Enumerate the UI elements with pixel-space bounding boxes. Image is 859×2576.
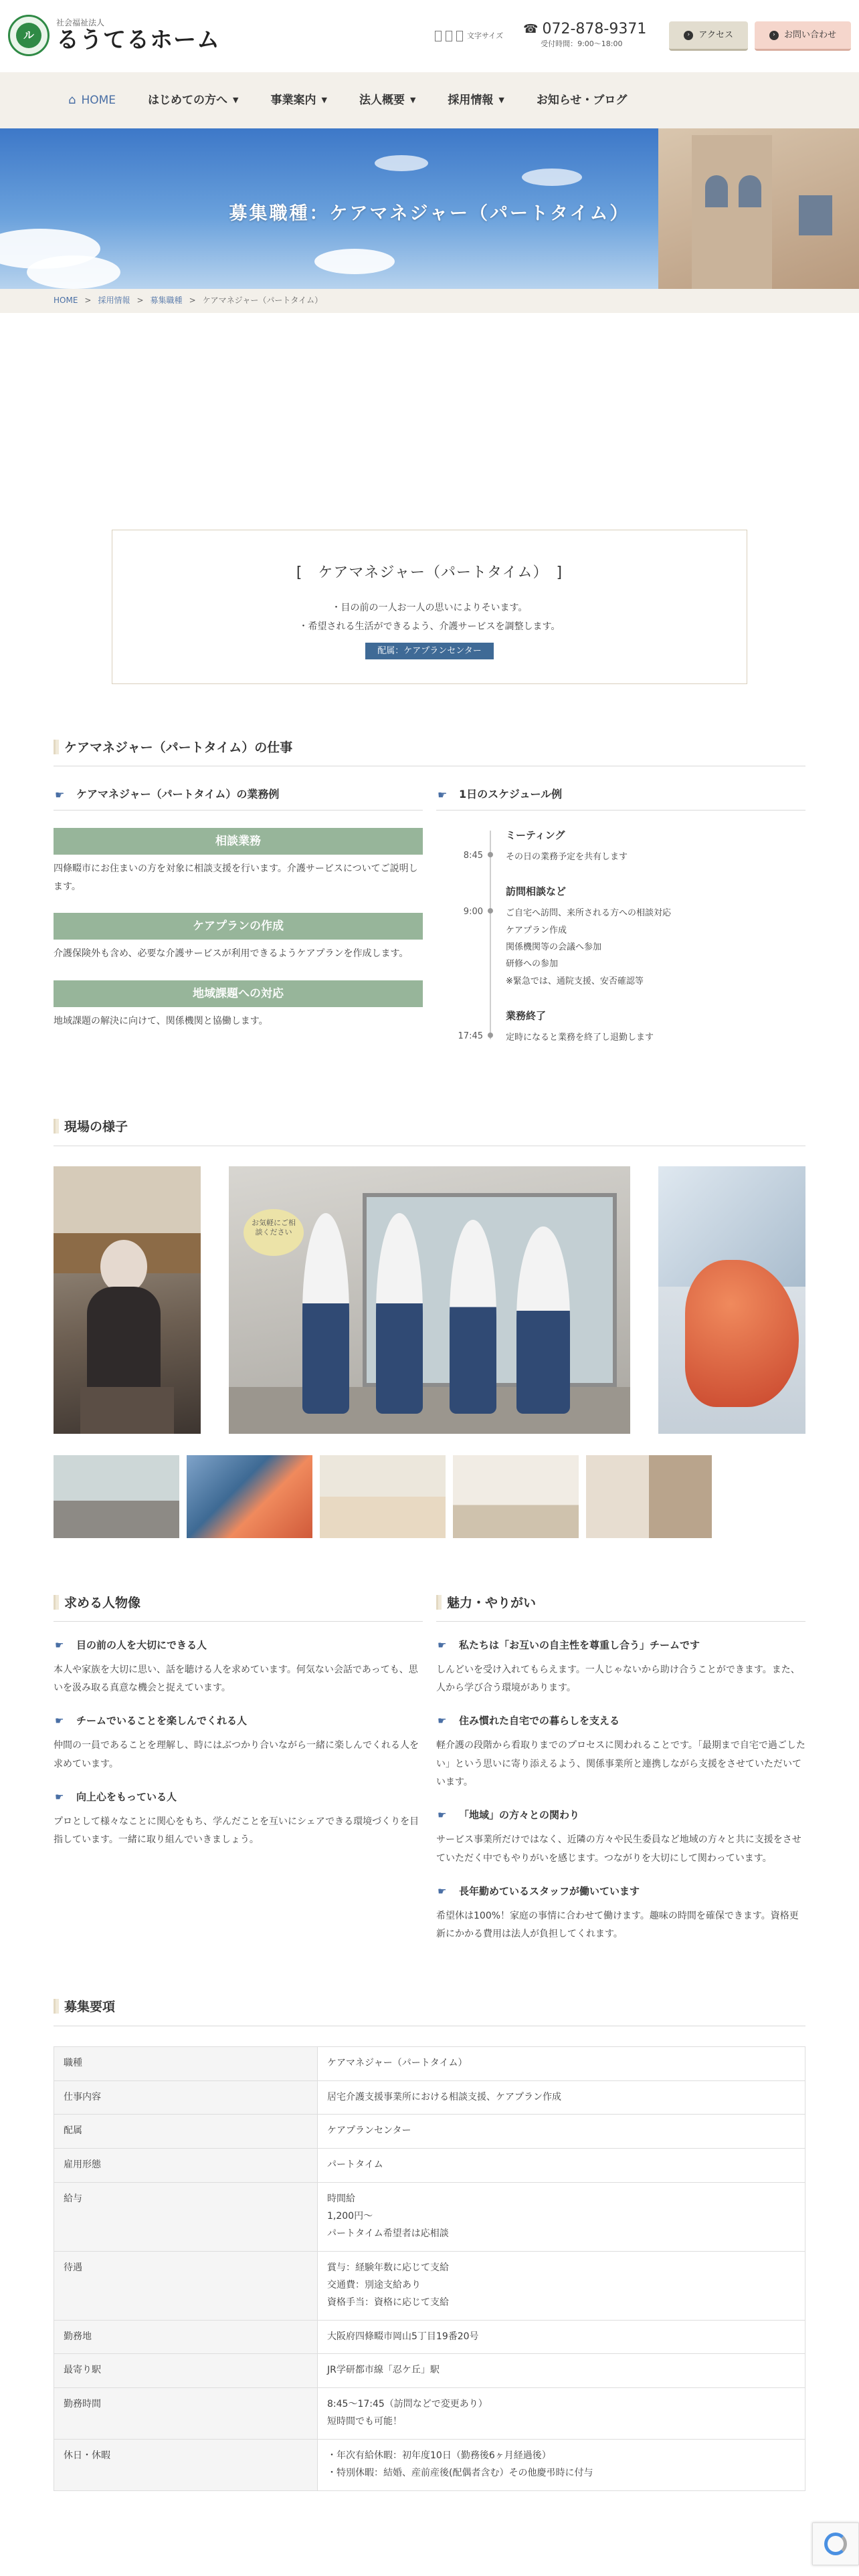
font-small-icon[interactable] <box>435 31 442 41</box>
breadcrumb: HOME > 採用情報 > 募集職種 > ケアマネジャー（パートタイム） <box>0 289 859 313</box>
candidate-trait-title: ☛ チームでいることを楽しんでくれる人 <box>54 1712 423 1730</box>
sign-board: お気軽にご相談ください <box>244 1209 304 1256</box>
table-row: 仕事内容 居宅介護支援事業所における相談支援、ケアプラン作成 <box>54 2080 805 2115</box>
duty-text: 地域課題の解決に向けて、関係機関と協働します。 <box>54 1015 268 1027</box>
job-intro-title: [ ケアマネジャー（パートタイム） ] <box>296 564 563 581</box>
photo-thumbnails <box>54 1455 805 1538</box>
candidate-trait-text: 仲間の一員であることを理解し、時にはぶつかり合いながら一緒に楽しんでくれる人を求めています。 <box>54 1740 419 1769</box>
cloud-shape <box>314 249 395 274</box>
font-large-icon[interactable] <box>456 31 463 41</box>
thumbnail-dinosaur[interactable] <box>187 1455 312 1538</box>
nav-item-home[interactable]: ⌂ HOME <box>68 90 116 111</box>
page-title: 募集職種：ケアマネジャー（パートタイム） <box>229 203 630 224</box>
schedule-title: 業務終了 <box>506 1010 547 1023</box>
breadcrumb-jobs[interactable]: 募集職種 <box>150 296 183 306</box>
pointing-hand-icon: ☛ <box>438 1809 447 1822</box>
schedule-item: 9:00 訪問相談など ご自宅へ訪問、来所される方への相談対応 ケアプラン作成 関係機関等の会議へ参加 研修への参加 ※緊急では、通院支援、安否確認等 <box>436 883 805 990</box>
duties-heading: ☛ ケアマネジャー（パートタイム）の業務例 <box>54 785 423 811</box>
appeal-title: ☛ 「地域」の方々との関わり <box>436 1806 805 1824</box>
nav-item-about[interactable]: 法人概要 ▼ <box>359 93 416 107</box>
chevron-right-icon: › <box>684 31 693 40</box>
appeal-text: 希望休は100%！家庭の事情に合わせて働けます。趣味の時間を確保できます。資格更新にかかる費用は法人が負担してくれます。 <box>436 1910 799 1940</box>
ideal-candidate-heading: 求める人物像 <box>54 1592 423 1622</box>
schedule-time: 9:00 <box>463 907 483 918</box>
logo-mark-icon: ル <box>8 15 50 56</box>
nav-item-services[interactable]: 事業案内 ▼ <box>270 93 327 107</box>
recaptcha-badge[interactable] <box>812 2523 859 2565</box>
nav-item-recruit[interactable]: 採用情報 ▼ <box>448 93 504 107</box>
logo-title: るうてるホーム <box>56 26 220 53</box>
schedule-time: 8:45 <box>463 850 483 861</box>
assignment-badge: 配属：ケアプランセンター <box>365 643 493 659</box>
gallery-heading: 現場の様子 <box>54 1115 805 1146</box>
phone-block[interactable] <box>523 21 646 51</box>
schedule-item: 17:45 業務終了 定時になると業務を終了し退勤します <box>436 1007 805 1046</box>
schedule-title: 訪問相談など <box>506 885 567 898</box>
table-row: 給与 時間給 1,200円〜 パートタイム希望者は応相談 <box>54 2183 805 2252</box>
job-intro-line: ・目の前の一人お一人の思いによりそいます。 <box>331 602 528 613</box>
appeal-title: ☛ 長年勤めているスタッフが働いています <box>436 1883 805 1901</box>
phone-icon: ☎ <box>523 22 539 37</box>
breadcrumb-home[interactable]: HOME <box>54 296 78 306</box>
schedule-timeline <box>436 827 805 1046</box>
contact-button[interactable]: › お問い合わせ <box>755 21 851 51</box>
photo-elderly-resident[interactable] <box>54 1166 201 1434</box>
pointing-hand-icon: ☛ <box>438 788 448 802</box>
home-icon: ⌂ <box>68 92 76 107</box>
global-nav <box>0 72 859 128</box>
phone-number[interactable]: 072-878-9371 <box>542 21 647 37</box>
duty-title: ケアプランの作成 <box>54 913 423 940</box>
nav-item-first-time[interactable]: はじめての方へ ▼ <box>148 93 239 107</box>
table-row: 配属 ケアプランセンター <box>54 2115 805 2149</box>
pointing-hand-icon: ☛ <box>55 1715 64 1727</box>
pointing-hand-icon: ☛ <box>438 1715 447 1727</box>
appeal-heading: 魅力・やりがい <box>436 1592 805 1622</box>
font-size-label: 文字サイズ <box>466 31 504 41</box>
caret-down-icon: ▼ <box>498 96 504 105</box>
schedule-time: 17:45 <box>458 1031 483 1042</box>
thumbnail-staff-group[interactable] <box>54 1455 179 1538</box>
thumbnail-consultation[interactable] <box>586 1455 712 1538</box>
font-size-switcher[interactable] <box>435 29 503 43</box>
job-intro-box <box>112 530 747 684</box>
schedule-column <box>436 785 805 1063</box>
caret-down-icon: ▼ <box>409 96 416 105</box>
candidate-trait-text: プロとして様々なことに関心をもち、学んだことを互いにシェアできる環境づくりを目指しています。一緒に取り組んでいきましょう。 <box>54 1816 419 1846</box>
table-row: 雇用形態 パートタイム <box>54 2149 805 2183</box>
pointing-hand-icon: ☛ <box>55 788 65 802</box>
table-row: 待遇 賞与：経験年数に応じて支給 交通費：別途支給あり 資格手当：資格に応じて支給 <box>54 2251 805 2320</box>
logo-subtitle: 社会福祉法人 <box>56 18 105 28</box>
appeal-text: サービス事業所だけではなく、近隣の方々や民生委員など地域の方々と共に支援をさせていただく中でもやりがいを感じます。つながりを大切にして関わっています。 <box>436 1834 801 1864</box>
caret-down-icon: ▼ <box>321 96 327 105</box>
breadcrumb-current: ケアマネジャー（パートタイム） <box>202 296 323 306</box>
cloud-shape <box>375 155 428 171</box>
ideal-candidate-column <box>54 1592 423 1944</box>
photo-staff-group[interactable] <box>229 1166 630 1434</box>
requirements-heading: 募集要項 <box>54 1996 805 2026</box>
requirements-table <box>54 2046 805 2491</box>
access-button[interactable]: › アクセス <box>669 21 748 51</box>
photo-dinosaur-art[interactable] <box>658 1166 805 1434</box>
font-medium-icon[interactable] <box>446 31 452 41</box>
phone-hours: 受付時間：9:00〜18:00 <box>541 39 623 49</box>
chevron-right-icon: › <box>769 31 779 40</box>
appeal-title: ☛ 私たちは「お互いの自主性を尊重し合う」チームです <box>436 1636 805 1654</box>
duty-title: 地域課題への対応 <box>54 980 423 1007</box>
pointing-hand-icon: ☛ <box>55 1790 64 1803</box>
job-intro-line: ・希望される生活ができるよう、介護サービスを調整します。 <box>298 621 561 632</box>
work-section-heading: ケアマネジャー（パートタイム）の仕事 <box>54 736 805 766</box>
cloud-shape <box>522 169 582 186</box>
page-hero <box>0 128 859 289</box>
table-row: 休日・休暇 ・年次有給休暇：初年度10日（勤務後6ヶ月経過後） ・特別休暇：結婚、産前産後(配偶者含む）その他慶弔時に付与 <box>54 2440 805 2491</box>
site-header <box>0 0 859 72</box>
appeal-title: ☛ 住み慣れた自宅での暮らしを支える <box>436 1712 805 1730</box>
pointing-hand-icon: ☛ <box>438 1885 447 1897</box>
duty-text: 四條畷市にお住まいの方を対象に相談支援を行います。介護サービスについてご説明します。 <box>54 863 418 892</box>
candidate-trait-title: ☛ 目の前の人を大切にできる人 <box>54 1636 423 1654</box>
schedule-heading: ☛ 1日のスケジュール例 <box>436 785 805 811</box>
table-row: 職種 ケアマネジャー（パートタイム） <box>54 2046 805 2080</box>
appeal-column <box>436 1592 805 1944</box>
candidate-trait-text: 本人や家族を大切に思い、話を聴ける人を求めています。何気ない会話であっても、思いを汲み取る真意な機会と捉えています。 <box>54 1664 418 1694</box>
table-row: 勤務地 大阪府四條畷市岡山5丁目19番20号 <box>54 2320 805 2354</box>
pointing-hand-icon: ☛ <box>438 1638 447 1651</box>
candidate-trait-title: ☛ 向上心をもっている人 <box>54 1788 423 1806</box>
duties-column <box>54 785 423 1063</box>
schedule-item: 8:45 ミーティング その日の業務予定を共有します <box>436 827 805 865</box>
schedule-title: ミーティング <box>506 829 565 841</box>
logo[interactable] <box>8 15 220 56</box>
photo-gallery <box>54 1166 805 1434</box>
caret-down-icon: ▼ <box>233 96 239 105</box>
breadcrumb-recruit[interactable]: 採用情報 <box>98 296 130 306</box>
thumbnail-office[interactable] <box>320 1455 446 1538</box>
duty-title: 相談業務 <box>54 828 423 855</box>
table-row: 勤務時間 8:45〜17:45（訪問などで変更あり） 短時間でも可能！ <box>54 2388 805 2440</box>
duty-text: 介護保険外も含め、必要な介護サービスが利用できるようケアプランを作成します。 <box>54 948 409 960</box>
appeal-text: 軽介護の段階から看取りまでのプロセスに関われることです。「最期まで自宅で過ごしたい」という思いに寄り添えるよう、関係事業所と連携しながら支援をさせていただいています。 <box>436 1740 805 1788</box>
pointing-hand-icon: ☛ <box>55 1638 64 1651</box>
thumbnail-meeting[interactable] <box>453 1455 579 1538</box>
recaptcha-icon <box>824 2533 847 2555</box>
nav-item-news[interactable]: お知らせ・ブログ <box>536 93 628 107</box>
appeal-text: しんどいを受け入れてもらえます。一人じゃないから助け合うことができます。また、人から学び合う環境があります。 <box>436 1664 800 1694</box>
cloud-shape <box>27 255 120 289</box>
table-row: 最寄り駅 JR学研都市線「忍ケ丘」駅 <box>54 2354 805 2388</box>
